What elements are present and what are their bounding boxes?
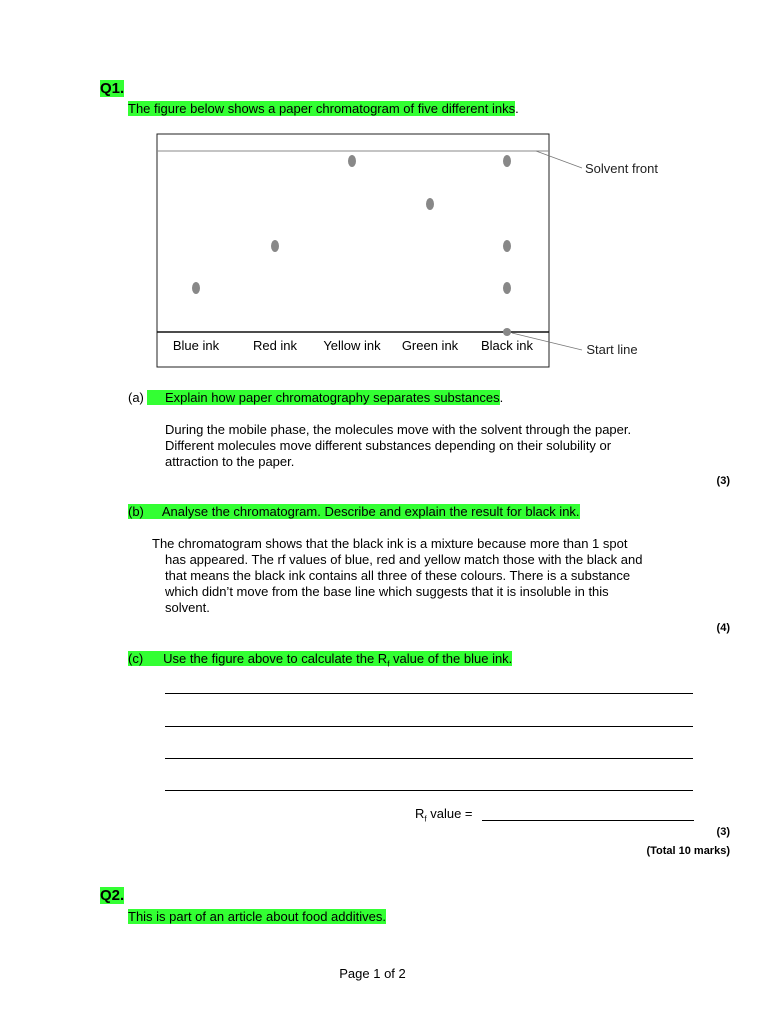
q1-intro-tail: . <box>515 101 519 116</box>
red-ink-spot <box>271 240 279 252</box>
q1b-answer-line: has appeared. The rf values of blue, red and yellow match those with the black and <box>165 552 643 567</box>
q1b-answer-line: The chromatogram shows that the black ink is a mixture because more than 1 spot <box>152 536 628 551</box>
q1c-letter: (c) <box>128 651 144 666</box>
q1c-question-text <box>128 651 513 669</box>
rf-value-label <box>415 806 473 828</box>
q2-intro <box>128 909 386 925</box>
q1c-answer-line[interactable] <box>165 693 693 694</box>
q1c-answer-line[interactable] <box>165 758 693 759</box>
yellow-ink-spot <box>348 155 356 167</box>
q1b-letter: (b) <box>128 504 144 519</box>
q1c-question-sub: f <box>387 659 390 669</box>
q1b-answer-line: solvent. <box>165 600 210 615</box>
q2-heading <box>100 887 124 905</box>
rf-value-sub: f <box>424 814 427 824</box>
q1c-question-post: value of the blue ink. <box>389 651 513 666</box>
rf-value-post: value = <box>426 806 473 821</box>
q1c-marks: (3) <box>716 826 730 838</box>
black-ink-spot <box>503 240 511 252</box>
solvent-front-leader <box>536 151 582 168</box>
rf-value-answer-line[interactable] <box>482 820 694 821</box>
q1a-question-tail: . <box>499 390 504 405</box>
q1c-answer-line[interactable] <box>165 790 693 791</box>
q1c-question <box>128 651 512 673</box>
q1b-question-body: Analyse the chromatogram. Describe and explain the result for black ink. <box>161 504 580 519</box>
q1-intro-text: The figure below shows a paper chromatogram of five different inks <box>128 101 516 116</box>
q1a-answer-line: During the mobile phase, the molecules move with the solvent through the paper. <box>165 422 632 437</box>
q1a-answer <box>165 422 705 470</box>
q2-heading-text: Q2. <box>100 887 125 904</box>
q1b-question <box>128 504 580 520</box>
green-ink-spot <box>426 198 434 210</box>
page-number: Page 1 of 2 <box>339 966 406 981</box>
ink-label-yellow: Yellow ink <box>323 338 381 353</box>
black-ink-spot-baseline <box>503 328 511 336</box>
rf-value-pre: R <box>415 806 425 821</box>
q1a-answer-line: Different molecules move different substances depending on their solubility or <box>165 438 612 453</box>
q1a-marks: (3) <box>716 475 730 487</box>
ink-label-red: Red ink <box>252 338 298 353</box>
q1-total-marks: (Total 10 marks) <box>646 845 730 857</box>
blue-ink-spot <box>192 282 200 294</box>
ink-label-black: Black ink <box>480 338 534 353</box>
q1-heading-text: Q1. <box>100 80 125 97</box>
chromatogram-figure <box>150 128 670 373</box>
q1a-letter: (a) <box>128 390 144 405</box>
solvent-front-label: Solvent front <box>585 161 658 176</box>
q1b-answer-line: which didn’t move from the base line which suggests that it is insoluble in this <box>165 584 609 599</box>
q1b-marks: (4) <box>716 622 730 634</box>
q1a-question <box>147 390 503 406</box>
ink-label-green: Green ink <box>401 338 459 353</box>
ink-label-blue: Blue ink <box>172 338 220 353</box>
q1b-question-text <box>128 504 580 519</box>
black-ink-spot <box>503 282 511 294</box>
q1-intro <box>128 101 519 117</box>
q1a-question-text: Explain how paper chromatography separates substances <box>147 390 500 405</box>
q1a-answer-line: attraction to the paper. <box>165 454 295 469</box>
q1c-answer-line[interactable] <box>165 726 693 727</box>
start-line-label: Start line <box>586 342 638 357</box>
black-ink-spot <box>503 155 511 167</box>
q1c-question-pre: Use the figure above to calculate the R <box>163 651 388 666</box>
q1b-answer-line: that means the black ink contains all three of these colours. There is a substance <box>165 568 631 583</box>
q2-intro-text: This is part of an article about food additives. <box>128 909 386 924</box>
q1-heading <box>100 80 124 98</box>
q1b-answer <box>152 536 712 616</box>
